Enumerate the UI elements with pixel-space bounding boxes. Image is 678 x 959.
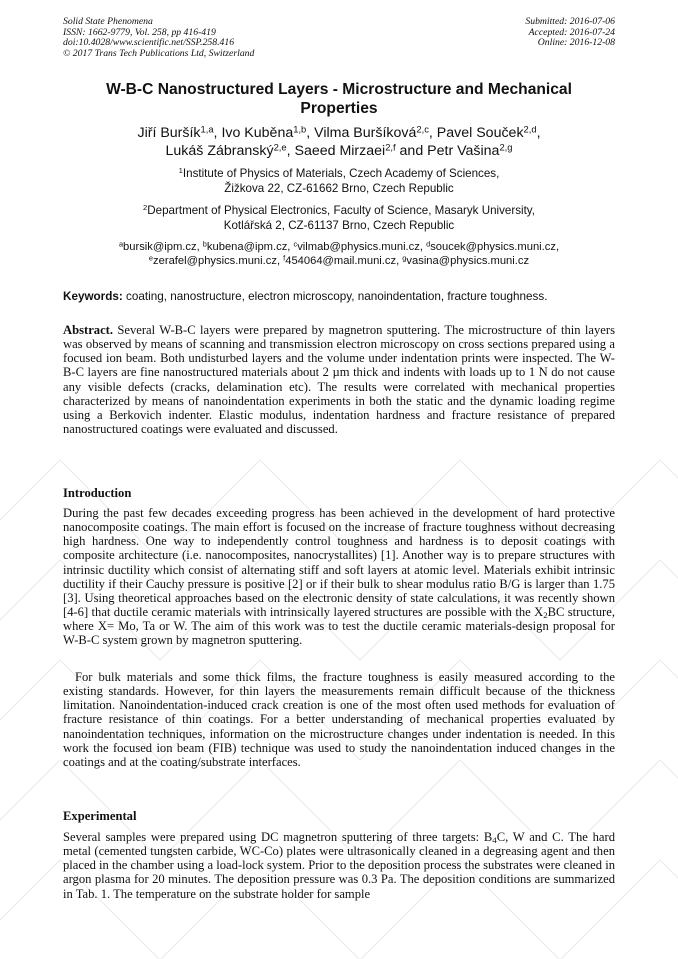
author-affiliation-marker: 2,c <box>416 124 429 135</box>
experimental-subscript: 4 <box>492 834 497 845</box>
abstract-label: Abstract. <box>63 323 114 337</box>
author-line-2 <box>63 142 615 160</box>
keywords-label: Keywords: <box>63 290 123 303</box>
copyright: © 2017 Trans Tech Publications Ltd, Switzerland <box>63 48 255 60</box>
accepted-date: Accepted: 2016-07-24 <box>528 26 615 38</box>
email-address[interactable]: bursik@ipm.cz <box>123 241 197 253</box>
author-separator: , <box>213 125 222 141</box>
intro-subscript: 2 <box>543 609 548 620</box>
issn-volume: ISSN: 1662-9779, Vol. 258, pp 416-419 <box>63 26 216 38</box>
author-name: Vilma Buršíková <box>314 125 417 141</box>
experimental-paragraph-1 <box>63 830 615 901</box>
author-name: Saeed Mirzaei <box>294 143 386 159</box>
author-separator: , <box>428 125 437 141</box>
affiliation-address: Kotlářská 2, CZ-61137 Brno, Czech Republic <box>223 218 455 232</box>
email-marker: c <box>293 239 298 249</box>
email-address[interactable]: 454064@mail.muni.cz <box>285 255 397 267</box>
journal-name: Solid State Phenomena <box>63 16 153 27</box>
email-marker: g <box>402 253 407 263</box>
affiliation-address: Žižkova 22, CZ-61662 Brno, Czech Republic <box>224 181 454 195</box>
author-name: Ivo Kuběna <box>221 125 294 141</box>
email-address[interactable]: soucek@physics.muni.cz <box>430 241 556 253</box>
email-line-2: $^e$zerafel@physics.muni.cz, $^f$454064@mail.muni.cz, $^g$vasina@physics.muni.cz <box>148 253 530 267</box>
introduction-paragraph-2: For bulk materials and some thick films, the fracture toughness is easily measured according to the existing standards. However, for thin layers the measurements remain difficult because of the thickness limitation. Nanoindentation-induced crack creation is one of the most often used methods for evaluation of fracture resistance of thin coatings. For a better understanding of mechanical properties evaluated by nanoindentation techniques, information on the microstructure changes under indentation is needed. In this work the focused ion beam (FIB) technique was used to study the nanoindentation induced changes in the coatings and at the coating/substrate interfaces. <box>63 670 615 769</box>
author-affiliation-marker: 2,e <box>273 142 287 153</box>
affiliation-number: 1 <box>178 166 183 176</box>
keywords-text: coating, nanostructure, electron microscopy, nanoindentation, fracture toughness. <box>122 290 548 303</box>
author-name: Jiří Buršík <box>137 125 201 141</box>
affiliation-number: 2 <box>143 203 148 213</box>
affiliation-2 <box>63 204 615 233</box>
online-date: Online: 2016-12-08 <box>537 37 615 49</box>
experimental-text: Several samples were prepared using DC magnetron sputtering of three targets: B <box>63 830 493 844</box>
email-marker: d <box>426 239 431 249</box>
author-list <box>63 124 615 160</box>
author-separator: , <box>536 125 541 141</box>
author-affiliation-marker: 1,b <box>293 124 307 135</box>
dates-header <box>525 17 615 49</box>
abstract-text: Several W-B-C layers were prepared by magnetron sputtering. The microstructure of thin layers was observed by means of scanning and transmission electron microscopy on cross sections prepared using a focused ion beam. Both undisturbed layers and the volume under indentation prints were inspected. The W-B-C layers are fine nanostructured materials about 2 µm thick and indents with loads up to 1 N do not cause any visible defects (cracks, delamination etc). The results were correlated with mechanical properties characterized by means of nanoindentation experiments in both the static and the dynamic loading regime using a Berkovich indenter. Elastic modulus, indentation hardness and fracture resistance of prepared nanostructured coatings were evaluated and discussed. <box>63 323 615 437</box>
introduction-paragraph-1 <box>63 506 615 648</box>
email-marker: b <box>202 239 207 249</box>
intro-text: BC structure, where X= Mo, Ta or W. The aim of this work was to test the ductile ceramic materials-design proposal for W-B-C system grown by magnetron sputtering. <box>63 605 615 648</box>
doi: doi:10.4028/www.scientific.net/SSP.258.416 <box>63 37 235 49</box>
author-name: Petr Vašina <box>427 143 500 159</box>
author-affiliation-marker: 2,g <box>499 142 513 153</box>
email-address[interactable]: vilmab@physics.muni.cz <box>297 241 420 253</box>
title-line-1: W-B-C Nanostructured Layers - Microstructure and Mechanical <box>106 81 572 98</box>
author-line-1 <box>63 124 615 142</box>
affiliation-line: Institute of Physics of Materials, Czech Academy of Sciences, <box>182 167 500 180</box>
email-marker: a <box>118 239 124 249</box>
email-address[interactable]: vasina@physics.muni.cz <box>406 255 530 267</box>
affiliation-line: Department of Physical Electronics, Faculty of Science, Masaryk University, <box>147 204 535 217</box>
email-address[interactable]: kubena@ipm.cz <box>206 241 288 253</box>
email-address[interactable]: zerafel@physics.muni.cz <box>153 255 277 267</box>
author-affiliation-marker: 1,a <box>200 124 214 135</box>
section-heading-experimental: Experimental <box>63 809 137 823</box>
author-name: Pavel Souček <box>436 125 524 141</box>
author-separator: and <box>395 143 428 159</box>
affiliation-1 <box>63 167 615 196</box>
section-heading-introduction: Introduction <box>63 486 132 500</box>
email-marker: f <box>283 253 286 263</box>
intro-text: During the past few decades exceeding progress has been achieved in the development of hard protective nanocomposite coatings. The main effort is focused on the increase of fracture toughness without decreasing high hardness. One way to independently control toughness and hardness is to deposit coatings with composite architecture (i.e. nanocomposites, nanocrystallites) [1]. Another way is to prepare structures with intrinsic ductility which consist of alternating stiff and soft layers at atomic level. Materials exhibit intrinsic ductility if their Cauchy pressure is positive [2] or if their bulk to shear modulus ratio B/G is larger than 1.75 [3]. Using theoretical approaches based on the electronic density of state calculations, it was recently shown [4-6] that ductile ceramic materials with intrinsically layered structures are possible with the X <box>63 506 615 620</box>
author-separator: , <box>306 125 315 141</box>
journal-header <box>63 17 254 60</box>
submitted-date: Submitted: 2016-07-06 <box>525 16 615 27</box>
keywords <box>63 290 615 304</box>
email-marker: e <box>148 253 154 263</box>
abstract <box>63 323 615 436</box>
author-affiliation-marker: 2,f <box>385 142 396 153</box>
experimental-text: C, W and C. The hard metal (cemented tungsten carbide, WC-Co) plates were ultrasonically cleaned in a degreasing agent and then placed in the chamber using a load-lock system. Prior to the deposition process the substrates were cleaned in argon plasma for 20 minutes. The deposition pressure was 0.3 Pa. The deposition conditions are summarized in Tab. 1. The temperature on the substrate holder for sample <box>63 830 615 901</box>
author-name: Lukáš Zábranský <box>165 143 274 159</box>
paper-title <box>63 80 615 118</box>
author-affiliation-marker: 2,d <box>523 124 537 135</box>
title-line-2: Properties <box>300 100 378 117</box>
author-separator: , <box>286 143 295 159</box>
email-line-1: $^a$bursik@ipm.cz, $^b$kubena@ipm.cz, $^c$vilmab@physics.muni.cz, $^d$soucek@physics.muni.cz, <box>118 239 560 253</box>
email-list <box>63 240 615 268</box>
